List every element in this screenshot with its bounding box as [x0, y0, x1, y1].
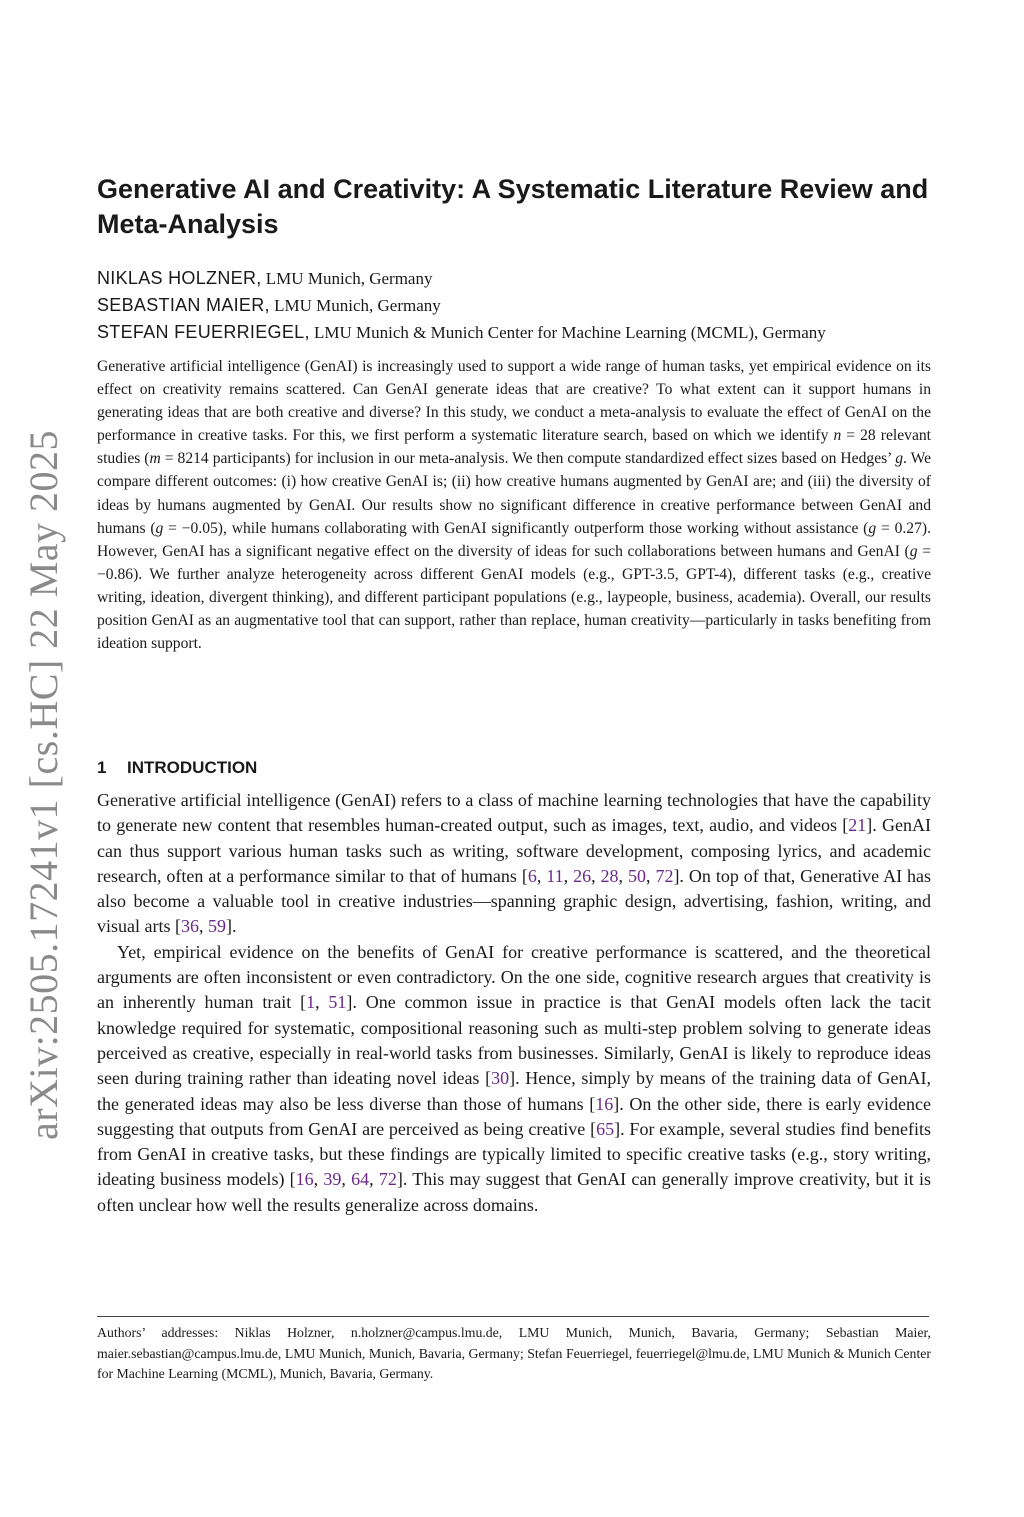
citation-link[interactable]: 51 — [328, 992, 347, 1013]
citation-link[interactable]: 39 — [323, 1169, 342, 1190]
citation-link[interactable]: 26 — [573, 865, 592, 886]
section-heading — [97, 758, 257, 778]
citation-link[interactable]: 36 — [180, 916, 199, 937]
abstract-text: = −0.05), while humans collaborating with GenAI significantly outperform those working without assistance ( — [163, 519, 869, 537]
citation-link[interactable]: 59 — [207, 916, 226, 937]
author-affiliation: LMU Munich, Germany — [274, 296, 441, 315]
author-affiliation: LMU Munich, Germany — [265, 269, 433, 288]
abstract-text: = −0.86). We further analyze heterogeneity across different GenAI models (e.g., GPT-3.5, GPT-4), different tasks (e.g., creative writing, ideation, divergent thinking), and different participant populations (e.g., laypeople, business, academia). Overall, our results position GenAI as an augmentative tool that can support, rather than replace, human creativity—particularly in tasks benefiting from ideation support. — [97, 542, 931, 653]
citation-link[interactable]: 65 — [596, 1118, 615, 1139]
author-entry — [97, 319, 937, 346]
math-var: m — [149, 450, 161, 468]
section-number: 1 — [97, 758, 107, 777]
citation-link[interactable]: 11 — [546, 865, 564, 886]
citation-link[interactable]: 72 — [378, 1169, 397, 1190]
paragraph-text: Yet, empirical evidence on the benefits of GenAI for creative performance is scattered, and the theoretical arguments are often inconsistent or even contradictory. On the one side, cognitive research argues that creativity is an inherently human trait [ — [97, 941, 931, 1013]
math-var: g — [895, 450, 903, 468]
author-name: NIKLAS HOLZNER, — [97, 268, 262, 288]
citation-link[interactable]: 72 — [655, 865, 674, 886]
author-name: STEFAN FEUERRIEGEL, — [97, 322, 310, 342]
author-entry — [97, 292, 937, 319]
section-body — [97, 788, 931, 1218]
citation-link[interactable]: 16 — [295, 1169, 314, 1190]
citation-link[interactable]: 64 — [351, 1169, 370, 1190]
math-var: g — [868, 519, 877, 537]
footnote-divider — [97, 1316, 929, 1317]
citation-link[interactable]: 21 — [848, 815, 867, 836]
abstract-text: = 0.27). However, GenAI has a significant negative effect on the diversity of ideas for such collaborations between humans and GenAI ( — [97, 519, 931, 560]
paragraph-text: ]. For example, several studies find benefits from GenAI in creative tasks, but these findings are typically limited to specific creative tasks (e.g., story writing, ideating business models) [ — [97, 1118, 931, 1190]
citation-link[interactable]: 30 — [491, 1068, 510, 1089]
citation-link[interactable]: 16 — [595, 1093, 614, 1114]
paragraph-text: ]. Hence, simply by means of the training data of GenAI, the generated ideas may also be less diverse than those of humans [ — [97, 1068, 931, 1114]
paragraph-text: Generative artificial intelligence (GenAI) refers to a class of machine learning technologies that have the capability to generate new content that resembles human-created output, such as images, text, audio, and videos [ — [97, 790, 931, 836]
abstract-text: = 28 relevant studies ( — [97, 427, 931, 468]
paragraph-text: ]. On top of that, Generative AI has also become a valuable tool in creative industries—spanning graphic design, advertising, fashion, writing, and visual arts [ — [97, 865, 932, 937]
citation-link[interactable]: 28 — [600, 865, 619, 886]
math-var: g — [155, 519, 164, 537]
section-title: INTRODUCTION — [127, 758, 258, 777]
math-var: g — [909, 542, 918, 560]
citation-link[interactable]: 50 — [627, 865, 646, 886]
paragraph: Generative artificial intelligence (GenAI) refers to a class of machine learning technologies that have the capability to generate new content that resembles human-created output, such as images, text, audio, and videos [21]. GenAI can thus support various human tasks such as writing, software development, composing lyrics, and academic research, often at a performance similar to that of humans [6, 11, 26, 28, 50, 72]. On top of that, Generative AI has also become a valuable tool in creative industries—spanning graphic design, advertising, fashion, writing, and visual arts [36, 59]. — [97, 790, 932, 937]
author-name: SEBASTIAN MAIER, — [97, 295, 270, 315]
author-affiliation: LMU Munich & Munich Center for Machine Learning (MCML), Germany — [314, 323, 826, 342]
abstract-text: Generative artificial intelligence (GenAI) is increasingly used to support a wide range of human tasks, yet empirical evidence on its effect on creativity remains scattered. Can GenAI generate ideas that are creative? To what extent can it support humans in generating ideas that are both creative and diverse? In this study, we conduct a meta-analysis to evaluate the effect of GenAI on the performance in creative tasks. For this, we first perform a systematic literature search, based on which we identify — [97, 358, 931, 445]
math-var: n — [833, 427, 842, 445]
paragraph: Yet, empirical evidence on the benefits of GenAI for creative performance is scattered, and the theoretical arguments are often inconsistent or even contradictory. On the one side, cognitive research argues that creativity is an inherently human trait [1, 51]. One common issue in practice is that GenAI models often lack the tacit knowledge required for systematic, compositional reasoning such as multi-step problem solving to generate ideas perceived as creative, especially in real-world tasks from businesses. Similarly, GenAI is likely to reproduce ideas seen during training rather than ideating novel ideas [30]. Hence, simply by means of the training data of GenAI, the generated ideas may also be less diverse than those of humans [16]. On the other side, there is early evidence suggesting that outputs from GenAI are perceived as being creative [65]. For example, several studies find benefits from GenAI in creative tasks, but these findings are typically limited to specific creative tasks (e.g., story writing, ideating business models) [16, 39, 64, 72]. This may suggest that GenAI can generally improve creativity, but it is often unclear how well the results generalize across domains. — [97, 941, 932, 1215]
authors-addresses-footnote: Authors’ addresses: Niklas Holzner, n.holzner@campus.lmu.de, LMU Munich, Munich, Bavaria, Germany; Sebastian Maier, maier.sebastian@campus.lmu.de, LMU Munich, Munich, Bavaria, Germany; Stefan Feuerriegel, feuerriegel@lmu.de, LMU Munich & Munich Center for Machine Learning (MCML), Munich, Bavaria, Germany. — [97, 1325, 931, 1381]
citation-link[interactable]: 6 — [527, 865, 537, 886]
author-entry — [97, 265, 937, 292]
abstract-text: = 8214 participants) for inclusion in our meta-analysis. We then compute standardized effect sizes based on Hedges’ — [160, 450, 896, 468]
paragraph-text: ]. — [225, 916, 237, 937]
arxiv-identifier: arXiv:2505.17241v1 [cs.HC] 22 May 2025 — [21, 429, 66, 1140]
paragraph-text: ]. On the other side, there is early evidence suggesting that outputs from GenAI are perceived as being creative [ — [97, 1093, 931, 1139]
paragraph-text: ]. This may suggest that GenAI can generally improve creativity, but it is often unclear how well the results generalize across domains. — [97, 1169, 932, 1215]
abstract-text: . We compare different outcomes: (i) how creative GenAI is; (ii) how creative humans augmented by GenAI are; and (iii) the diversity of ideas by humans augmented by GenAI. Our results show no significant difference in creative performance between GenAI and humans ( — [97, 450, 931, 537]
paragraph-text: ]. GenAI can thus support various human tasks such as writing, software development, composing lyrics, and academic research, often at a performance similar to that of humans [ — [97, 815, 931, 886]
author-list — [97, 265, 937, 346]
paper-title: Generative AI and Creativity: A Systematic Literature Review and Meta-Analysis — [97, 174, 929, 239]
citation-link[interactable]: 1 — [306, 992, 316, 1013]
paragraph-text: ]. One common issue in practice is that GenAI models often lack the tacit knowledge required for systematic, compositional reasoning such as multi-step problem solving to generate ideas perceived as creative, especially in real-world tasks from businesses. Similarly, GenAI is likely to reproduce ideas seen during training rather than ideating novel ideas [ — [97, 992, 932, 1089]
abstract — [97, 355, 931, 655]
